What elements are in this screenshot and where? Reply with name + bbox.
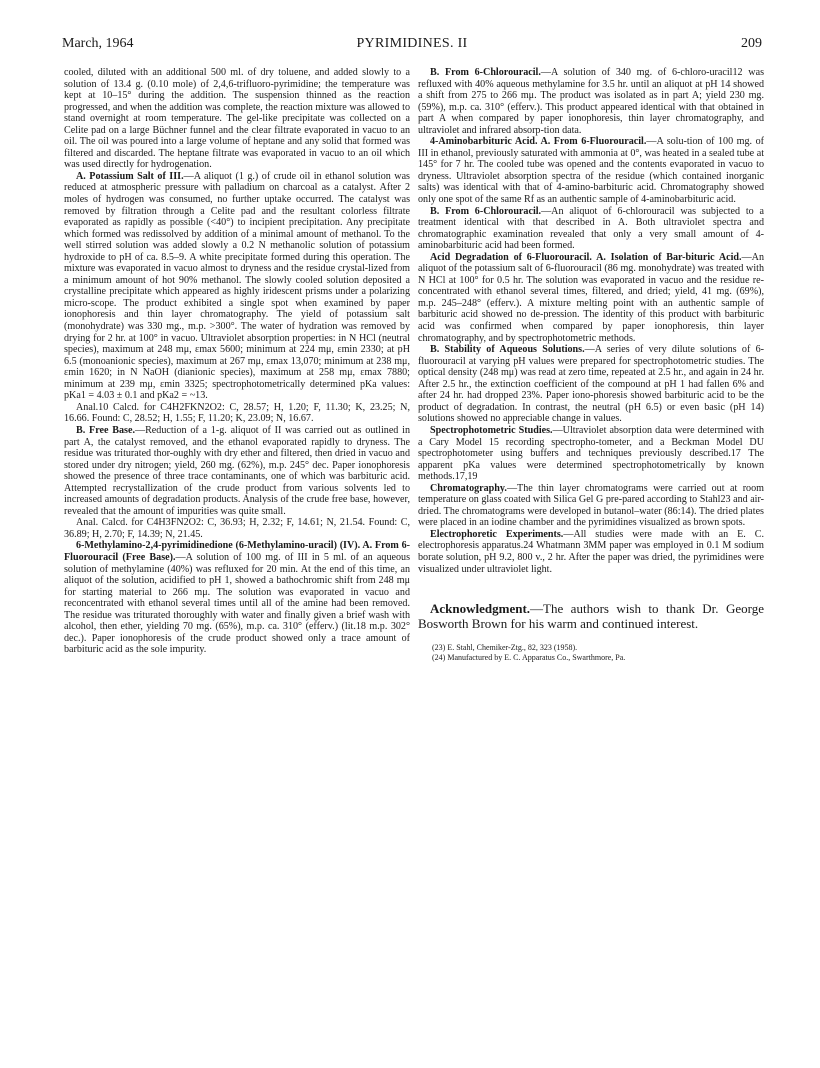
paragraph-text: —Ultraviolet absorption data were determined with a Cary Model 15 recording spectropho-tometer, and a Beckman Model DU spectrophotometer using buffers and techniques previously described.17 The apparent pKa values were determined spectrophotometrically by known methods.17,19: [418, 424, 764, 483]
analysis-free-base: Anal. Calcd. for C4H3FN2O2: C, 36.93; H, 2.32; F, 14.61; N, 21.54. Found: C, 36.89; H, 2.70; F, 14.39; N, 21.45.: [64, 517, 410, 540]
paragraph-aminobarbituric-acid: [418, 136, 764, 205]
header-date: March, 1964: [62, 36, 134, 51]
paragraph-aminobarbituric-from-chlorouracil: [418, 206, 764, 252]
paragraph-potassium-salt: [64, 171, 410, 402]
section-heading: Electrophoretic Experiments.: [430, 528, 564, 540]
left-column: [64, 67, 410, 656]
paragraph-text: —A solution of 100 mg. of III in 5 ml. of an aqueous solution of methylamine (40%) was refluxed for 20 min. At the end of this time, an aliquot of the solution, acidified to pH 1, showed a bathochromic shift from 248 mμ for starting material to 266 mμ. The solution was evaporated in vacuo and reconcentrated with ethanol several times until all of the amine had been removed. The residue was triturated thoroughly with water and finally given a brief wash with alcohol, then ether, yielding 70 mg. (65%), m.p. ca. 310° (efferv.) (lit.18 m.p. 302° dec.). Paper ionophoresis of the crude product showed only a trace amount of barbituric acid as the sole impurity.: [64, 551, 411, 656]
paragraph-text: —Reduction of a 1-g. aliquot of II was carried out as outlined in part A, the catalyst removed, and the ethanol evaporated rapidly to dryness. The residue was triturated thor-oughly with dry ether and filtered, then dried in vacuo and stored under dry nitrogen; yield, 260 mg. (62%), m.p. 245° dec. Paper ionophoresis showed the presence of three trace contaminants, one of which was barbituric acid. Attempted recrystallization of the crude product from various solvents led to increased amounts of degradation products. Analysis of the crude free base, however, revealed that the amount of impurities was quite small.: [64, 424, 410, 517]
paragraph-text: —The thin layer chromatograms were carried out at room temperature on glass coated with Silica Gel G pre-pared according to Stahl23 and air-dried. The chromatograms were developed in butanol–water (86:14). The dried plates were placed in an iodine chamber and the pyrimidines visualized as brown spots.: [418, 482, 764, 529]
paragraph-chromatography: [418, 483, 764, 529]
paragraph-text: —An aliquot of 6-chlorouracil was subjected to a treatment identical with that described in A. Both ultraviolet spectra and chromatographic examination revealed that only a very small amount of 4-aminobarbituric acid had been formed.: [418, 205, 764, 252]
paragraph-free-base: [64, 425, 410, 517]
paragraph-acid-degradation: [418, 252, 764, 344]
paragraph-text: —An aliquot of the potassium salt of 6-fluorouracil (86 mg. monohydrate) was treated with N HCl at 100° for 0.5 hr. The solution was evaporated in vacuo and the residue re-concentrated with ethanol several times, filtered, and dried; yield, 41 mg. (69%), m.p. 245–248° (efferv.). A mixture melting point with an authentic sample of barbituric acid showed no de-pression. The identity of this product with barbituric acid was confirmed when compared by paper ionophoresis, thin layer chromatography, and by spectrophotometric methods.: [418, 251, 764, 344]
acknowledgment: [418, 601, 764, 631]
paragraph-electrophoretic: [418, 529, 764, 575]
paragraph-text: —All studies were made with an E. C. electrophoresis apparatus.24 Whatmann 3MM paper was employed in 0.1 M sodium borate solution, pH 9.2, 800 v., 2 hr. After the paper was dried, the pyrimidines were visualized under ultraviolet light.: [418, 528, 764, 575]
section-heading: B. From 6-Chlorouracil.: [430, 205, 542, 217]
section-heading: 6-Methylamino-2,4-pyrimidinedione (6-Methylamino-uracil) (IV). A. From 6-Fluorouracil (Free Base).: [64, 540, 410, 563]
header-running-title: PYRIMIDINES. II: [356, 36, 468, 51]
running-header: [62, 36, 762, 54]
right-column: [418, 67, 764, 663]
paragraph-text: —A solu-tion of 100 mg. of III in ethanol, previously saturated with ammonia at 0°, was heated in a sealed tube at 145° for 7 hr. The cooled tube was opened and the contents evaporated in vacuo to dryness. Ultraviolet absorption spectra of the residue (which contained inorganic salts) was identical with that of 4-amino-barbituric acid. Chromatography showed only one spot of the same Rf as an authentic sample of 4-aminobarbituric acid.: [418, 136, 764, 206]
paragraph-text: —A aliquot (1 g.) of crude oil in ethanol solution was reduced at atmospheric pressure with palladium on charcoal as a catalyst. After 2 moles of hydrogen was consumed, no further uptake occurred. The catalyst was removed by filtration through a Celite pad and the resultant colorless filtrate evaporated as rapidly as possible (<40°) to incipient precipitation. Any precipitate which formed was redissolved by addition of a minimal amount of methanol. To the well stirred solution was added slowly a 0.2 N methanolic solution of potassium hydroxide to pH of ca. 8.5–9. A white precipitate formed during this operation. The mixture was evaporated in vacuo almost to dryness and the residue crystal-lized from a minimum amount of hot 90% methanol. The slowly cooled solution deposited a crystalline precipitate which appeared as highly iridescent prisms under a polarizing micro-scope. The product exhibited a single spot when examined by paper ionophoresis and thin layer chromatography. The yield of potassium salt (monohydrate) was 330 mg., m.p. >300°. The water of hydration was removed by drying for 2 hr. at 100° in vacuo. Ultraviolet absorption properties: in N HCl (neutral species), maximum at 248 mμ, εmax 5600; minimum at 224 mμ, εmin 2330; at pH 6.5 (monoanionic species), maximum at 267 mμ, εmax 13,070; minimum at 238 mμ, εmin 1620; in N NaOH (dianionic species), maximum at 258 mμ, εmax 7880; minimum at 239 mμ, εmin 3325; spectrophotometrically determined pKa values: pKa1 = 4.03 ± 0.1 and pKa2 = ~13.: [64, 170, 410, 402]
section-heading: 4-Aminobarbituric Acid. A. From 6-Fluorouracil.: [430, 136, 647, 148]
paragraph-from-chlorouracil: [418, 67, 764, 136]
paragraph-synthesis-continued: cooled, diluted with an additional 500 ml. of dry toluene, and added slowly to a solution of 13.4 g. (0.10 mole) of 2,4,6-trifluoro-pyrimidine; the temperature was kept at 10–15° during the addition. The suspension thinned as the reaction progressed, and when the addition was complete, the reaction mixture was allowed to stand overnight at room temperature. The gel-like precipitate was collected on a Celite pad on a large Büchner funnel and the clear filtrate evaporated in vacuo to an oil. The oil was poured into a large volume of heptane and any solid that formed was filtered and discarded. The heptane filtrate was evaporated in vacuo to an oil which was used directly for hydrogenation.: [64, 67, 410, 171]
section-heading: B. Stability of Aqueous Solutions.: [430, 344, 585, 356]
section-heading: B. Free Base.: [76, 424, 135, 436]
section-heading: Acid Degradation of 6-Fluorouracil. A. Isolation of Bar-bituric Acid.: [430, 251, 742, 263]
footnote-24: (24) Manufactured by E. C. Apparatus Co., Swarthmore, Pa.: [432, 653, 626, 663]
paragraph-text: —A series of very dilute solutions of 6-fluorouracil at varying pH values were prepared for spectrophotometric studies. The optical density (248 mμ) was read at zero time, repeated at 2.5 hr., and again in 24 hr. After 2.5 hr., the extinction coefficient of the compound at pH 1 had fallen 6% and after 24 hr. had dropped 23%. Paper iono-phoresis showed barbituric acid to be the product of degradation. In contrast, the neutral (pH 6.5) or even basic (pH 14) solutions showed no appreciable change in values.: [418, 344, 764, 425]
paragraph-spectrophotometric: [418, 425, 764, 483]
analysis-potassium-salt: Anal.10 Calcd. for C4H2FKN2O2: C, 28.57; H, 1.20; F, 11.30; K, 23.25; N, 16.66. Found: C, 28.52; H, 1.55; F, 11.20; K, 23.09; N, 16.67.: [64, 401, 410, 425]
acknowledgment-text: —The authors wish to thank Dr. George Bosworth Brown for his warm and continued interest.: [418, 601, 764, 632]
paragraph-text: —A solution of 340 mg. of 6-chloro-uracil12 was refluxed with 40% aqueous methylamine for 3.5 hr. until an aliquot at pH 14 showed a shift from 275 to 266 mμ. The product was isolated as in part A; yield 230 mg. (59%), m.p. ca. 310° (efferv.). This product appeared identical with that obtained in part A when compared by paper ionophoresis, thin layer chromatography, and ultraviolet and infrared absorp-tion data.: [418, 67, 764, 136]
header-page-number: 209: [741, 36, 762, 51]
paragraph-stability: [418, 344, 764, 425]
section-heading: B. From 6-Chlorouracil.: [430, 67, 541, 78]
section-heading: A. Potassium Salt of III.: [76, 170, 184, 182]
acknowledgment-heading: Acknowledgment.: [430, 601, 531, 617]
footnote-23: (23) E. Stahl, Chemiker-Ztg., 82, 323 (1958).: [432, 643, 578, 653]
paragraph-methylaminouracil: [64, 540, 410, 655]
section-heading: Spectrophotometric Studies.: [430, 424, 553, 436]
footnotes: [418, 643, 764, 663]
section-heading: Chromatography.: [430, 482, 507, 494]
